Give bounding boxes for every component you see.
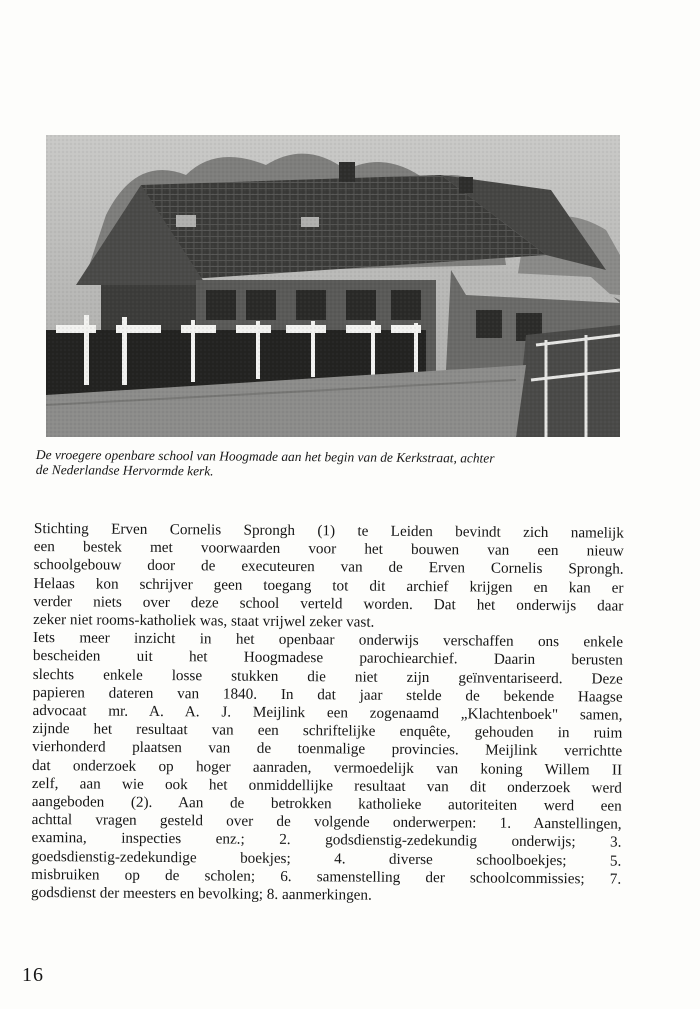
school-photograph (46, 135, 620, 437)
body-line: zeker niet rooms-katholiek was, staat vrijwel zeker vast. (33, 611, 375, 631)
body-line: schoolgebouw door de executeuren van de Erven Cornelis Sprongh. (33, 556, 624, 579)
body-line: zijnde het resultaat van een schriftelijke enquête, gehouden in ruim (32, 720, 623, 742)
photo-caption (36, 447, 636, 482)
body-line: Helaas kon schrijver geen toegang tot dit archief krijgen en kan er (33, 574, 624, 597)
body-line: verder niets over deze school verteld worden. Dat het onderwijs daar (33, 592, 624, 615)
body-line: goedsdienstig-zedekundige boekjes; 4. diverse schoolboekjes; 5. (31, 847, 622, 870)
body-line: aangeboden (2). Aan de betrokken katholieke autoriteiten werd een (31, 793, 622, 815)
body-line: vierhonderd plaatsen van de toenmalige provincies. Meijlink verrichtte (32, 738, 623, 761)
body-line: bescheiden uit het Hoogmadese parochiearchief. Daarin berusten (32, 647, 623, 670)
body-line: examina, inspecties enz.; 2. godsdienstig-zedekundig onderwijs; 3. (31, 829, 622, 852)
caption-line: de Nederlandse Hervormde kerk. (35, 461, 214, 479)
school-photo-illustration (46, 135, 620, 437)
body-line: Iets meer inzicht in het openbaar onderwijs verschaffen ons enkele (33, 629, 624, 651)
body-line: advocaat mr. A. A. J. Meijlink een zogenaamd „Klachtenboek" samen, (32, 702, 623, 724)
page-number: 16 (22, 964, 44, 986)
body-line: dat onderzoek op hoger aanraden, vermoedelijk van koning Willem II (32, 756, 623, 779)
body-text (31, 520, 624, 907)
body-line: zelf, aan wie ook het onmiddellijke resultaat van dit onderzoek werd (31, 774, 622, 797)
body-line: misbruiken op de scholen; 6. samenstelling der schoolcommissies; 7. (31, 865, 622, 888)
body-line: achttal vragen gesteld over de volgende onderwerpen: 1. Aanstellingen, (31, 811, 622, 833)
caption-line: De vroegere openbare school van Hoogmade aan het begin van de Kerkstraat, achter (35, 447, 495, 466)
body-line: Stichting Erven Cornelis Sprongh (1) te Leiden bevindt zich namelijk (33, 520, 624, 542)
body-line: papieren dateren van 1840. In dat jaar stelde de bekende Haagse (32, 683, 623, 706)
body-line: slechts enkele losse stukken die niet zijn geïnventariseerd. Deze (32, 665, 623, 688)
body-line: een bestek met voorwaarden voor het bouwen van een nieuw (33, 538, 624, 560)
body-line: godsdienst der meesters en bevolking; 8. aanmerkingen. (31, 884, 372, 904)
